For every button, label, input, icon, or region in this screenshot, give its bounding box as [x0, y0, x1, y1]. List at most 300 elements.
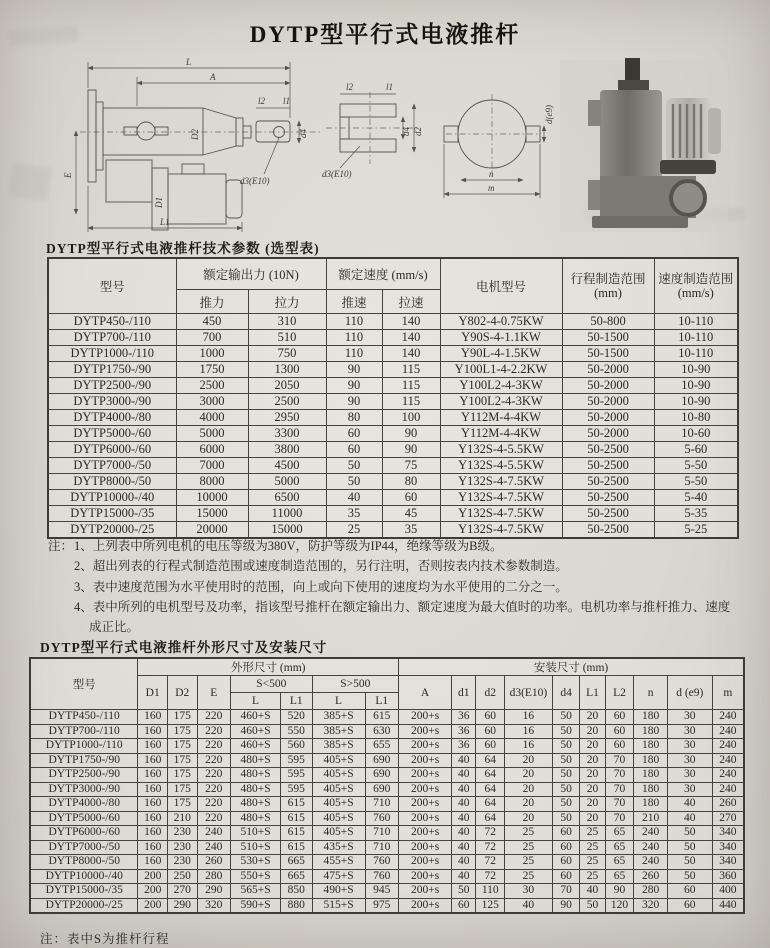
table-cell: 240: [712, 710, 744, 725]
table-cell: 2050: [248, 378, 326, 394]
table-cell: 60: [452, 898, 476, 913]
table-row: [48, 410, 738, 426]
table-cell: 360: [712, 869, 744, 884]
table-cell: 8000: [176, 474, 248, 490]
table-cell: 2500: [248, 394, 326, 410]
table-cell: 180: [634, 739, 668, 754]
table-cell: 35: [382, 522, 440, 539]
table-cell: 50-2000: [562, 410, 654, 426]
table-cell: 40: [452, 826, 476, 841]
table-cell: 50: [552, 768, 579, 783]
table-row: [48, 314, 738, 330]
table-cell: 90: [382, 442, 440, 458]
table-cell: 60: [326, 442, 382, 458]
table-cell: 180: [634, 753, 668, 768]
table-cell: 90: [605, 884, 634, 899]
table-cell: 550+S: [231, 869, 281, 884]
table-cell: 80: [382, 474, 440, 490]
table-cell: 5-60: [654, 442, 738, 458]
table-cell: 40: [504, 898, 552, 913]
table-cell: DYTP3000-/90: [30, 782, 138, 797]
table-cell: 230: [167, 826, 197, 841]
table-cell: 710: [365, 826, 399, 841]
table-cell: 110: [326, 330, 382, 346]
dim-label-l2: l2: [258, 96, 266, 106]
table-cell: 400: [712, 884, 744, 899]
table-cell: DYTP5000-/60: [30, 811, 138, 826]
table-cell: 385+S: [312, 710, 365, 725]
table-cell: 240: [712, 768, 744, 783]
table-cell: 40: [452, 811, 476, 826]
table-cell: 310: [248, 314, 326, 330]
table-cell: 20: [580, 768, 605, 783]
table-cell: 595: [280, 753, 312, 768]
table-cell: 16: [504, 739, 552, 754]
table-cell: 175: [167, 739, 197, 754]
spec-col-pull-speed: 拉速: [382, 290, 440, 314]
dim-label-A: A: [210, 72, 216, 82]
table-cell: DYTP8000-/50: [48, 474, 176, 490]
table-cell: 320: [197, 898, 231, 913]
table-cell: 3000: [176, 394, 248, 410]
table-cell: 140: [382, 330, 440, 346]
spec-col-push-force: 推力: [176, 290, 248, 314]
table-cell: 180: [634, 782, 668, 797]
table-row: [30, 768, 744, 783]
table-cell: 750: [248, 346, 326, 362]
table-cell: 290: [197, 884, 231, 899]
table-cell: 20: [580, 797, 605, 812]
table-row: [30, 855, 744, 870]
table-cell: 220: [197, 724, 231, 739]
table-cell: 110: [326, 346, 382, 362]
table-cell: 405+S: [312, 826, 365, 841]
dim-col-L-lt: L: [231, 693, 281, 710]
table-cell: 1000: [176, 346, 248, 362]
table-cell: Y90S-4-1.1KW: [440, 330, 562, 346]
spec-col-rated-speed: 额定速度 (mm/s): [326, 258, 440, 290]
table-cell: 7000: [176, 458, 248, 474]
table-cell: 15000: [248, 522, 326, 539]
table-cell: 710: [365, 840, 399, 855]
table-cell: 175: [167, 753, 197, 768]
table-cell: DYTP7000-/50: [30, 840, 138, 855]
table-cell: 115: [382, 378, 440, 394]
table-row: [30, 811, 744, 826]
table-cell: 50-2500: [562, 474, 654, 490]
dim-col-d4: d4: [552, 676, 579, 710]
table-cell: 200+s: [399, 869, 452, 884]
note-item: 2、超出列表的行程式制造范围或速度制造范围的，另行注明，否则按表内技术参数制造。: [74, 559, 568, 574]
table-cell: 20: [580, 710, 605, 725]
table-cell: 20: [580, 753, 605, 768]
table-cell: DYTP3000-/90: [48, 394, 176, 410]
table-row: [48, 362, 738, 378]
table-row: [30, 753, 744, 768]
table-cell: 90: [326, 362, 382, 378]
table-row: [30, 797, 744, 812]
table-cell: 200: [138, 898, 168, 913]
table-cell: 16: [504, 724, 552, 739]
table-cell: 50: [667, 869, 712, 884]
table-cell: 175: [167, 782, 197, 797]
table-cell: 110: [476, 884, 505, 899]
table-row: [48, 394, 738, 410]
table-cell: 530+S: [231, 855, 281, 870]
table-cell: Y90L-4-1.5KW: [440, 346, 562, 362]
table-cell: 475+S: [312, 869, 365, 884]
table-cell: 5-35: [654, 506, 738, 522]
table-cell: 50-2500: [562, 458, 654, 474]
table-cell: 40: [452, 753, 476, 768]
table-cell: 90: [552, 898, 579, 913]
spec-table: [47, 257, 739, 539]
dim-col-d-e9: d (e9): [667, 676, 712, 710]
table-row: [30, 710, 744, 725]
table-cell: 50: [452, 884, 476, 899]
dim-col-s-lt-500: S<500: [231, 676, 312, 693]
table-cell: 480+S: [231, 753, 281, 768]
table-cell: 945: [365, 884, 399, 899]
table-cell: 45: [382, 506, 440, 522]
table-cell: 60: [552, 869, 579, 884]
table-cell: 270: [167, 884, 197, 899]
table-row: [30, 898, 744, 913]
table-cell: DYTP5000-/60: [48, 426, 176, 442]
table-cell: 20: [580, 782, 605, 797]
dim-label-L: L: [186, 57, 192, 67]
table-cell: Y132S-4-7.5KW: [440, 506, 562, 522]
spec-col-push-speed: 推速: [326, 290, 382, 314]
table-cell: 90: [326, 394, 382, 410]
table-cell: 25: [504, 826, 552, 841]
table-cell: 160: [138, 826, 168, 841]
table-cell: 200+s: [399, 855, 452, 870]
table-cell: 60: [552, 855, 579, 870]
table-cell: 160: [138, 782, 168, 797]
table-cell: 60: [476, 724, 505, 739]
table-cell: 25: [326, 522, 382, 539]
dimensions-table: [29, 657, 745, 914]
table-cell: 10000: [176, 490, 248, 506]
table-cell: 20: [504, 782, 552, 797]
table-cell: 115: [382, 362, 440, 378]
table-cell: 50: [667, 855, 712, 870]
table-cell: 64: [476, 811, 505, 826]
table-cell: DYTP20000-/25: [30, 898, 138, 913]
table-cell: 6500: [248, 490, 326, 506]
table-cell: 60: [605, 710, 634, 725]
dim-label-d3b: d3(E10): [322, 169, 352, 179]
table-cell: 160: [138, 710, 168, 725]
table-cell: Y100L2-4-3KW: [440, 378, 562, 394]
table-cell: 20: [580, 739, 605, 754]
table-cell: 550: [280, 724, 312, 739]
table-cell: 72: [476, 855, 505, 870]
table-cell: 25: [580, 840, 605, 855]
table-cell: 590+S: [231, 898, 281, 913]
table-cell: 520: [280, 710, 312, 725]
table-cell: 240: [197, 826, 231, 841]
table-cell: 16: [504, 710, 552, 725]
table-cell: 10-80: [654, 410, 738, 426]
header-text: 速度制造范围: [658, 271, 734, 286]
table-cell: 405+S: [312, 782, 365, 797]
table-cell: 290: [167, 898, 197, 913]
spec-col-speed-range: [654, 258, 738, 314]
table-cell: 160: [138, 739, 168, 754]
table-cell: 200+s: [399, 710, 452, 725]
table-cell: 30: [667, 724, 712, 739]
table-cell: 30: [504, 884, 552, 899]
table-cell: 260: [712, 797, 744, 812]
table-cell: 60: [552, 826, 579, 841]
table-cell: 280: [634, 884, 668, 899]
table-cell: 450: [176, 314, 248, 330]
dim-col-L1: L1: [580, 676, 605, 710]
table-cell: DYTP1000-/110: [48, 346, 176, 362]
dim-label-d4b: d4: [401, 127, 411, 136]
table-cell: 240: [712, 753, 744, 768]
table-cell: 405+S: [312, 753, 365, 768]
table-cell: 50: [326, 458, 382, 474]
table-cell: 440: [712, 898, 744, 913]
table-cell: 50: [552, 739, 579, 754]
table-cell: 50: [552, 811, 579, 826]
table-cell: 70: [605, 811, 634, 826]
table-cell: 160: [138, 753, 168, 768]
table-cell: 2950: [248, 410, 326, 426]
table-cell: 50-1500: [562, 330, 654, 346]
table-cell: 220: [197, 811, 231, 826]
note-item: 4、表中所列的电机型号及功率，指该型号推杆在额定输出力、额定速度为最大值时的功率。电机功率与推杆推力、速度成正比。: [74, 599, 731, 634]
table-cell: 70: [552, 884, 579, 899]
spec-col-rated-force: 额定输出力 (10N): [176, 258, 326, 290]
dim-label-l1b: l1: [386, 82, 394, 92]
notes-block: [48, 536, 738, 637]
table-cell: 50: [552, 710, 579, 725]
table-cell: 180: [634, 797, 668, 812]
table-cell: 3800: [248, 442, 326, 458]
table-cell: Y132S-4-5.5KW: [440, 442, 562, 458]
table-cell: 110: [326, 314, 382, 330]
table-cell: DYTP6000-/60: [30, 826, 138, 841]
dim-label-n: n: [489, 169, 494, 179]
table-cell: 64: [476, 768, 505, 783]
table-row: [48, 330, 738, 346]
table-cell: 11000: [248, 506, 326, 522]
table-cell: 4000: [176, 410, 248, 426]
table-cell: 480+S: [231, 768, 281, 783]
table-row: [48, 458, 738, 474]
table-cell: 510+S: [231, 826, 281, 841]
table-cell: 240: [712, 739, 744, 754]
table-cell: 270: [712, 811, 744, 826]
table-cell: DYTP2500-/90: [48, 378, 176, 394]
table-cell: 50-2000: [562, 394, 654, 410]
dim-col-L1-lt: L1: [280, 693, 312, 710]
table-cell: 405+S: [312, 768, 365, 783]
table-row: [48, 506, 738, 522]
table-cell: 40: [452, 869, 476, 884]
table-cell: 220: [197, 739, 231, 754]
dim-label-d2b: d2: [413, 127, 423, 136]
table-cell: 405+S: [312, 797, 365, 812]
table-cell: DYTP1750-/90: [48, 362, 176, 378]
table-cell: DYTP6000-/60: [48, 442, 176, 458]
table-cell: 710: [365, 797, 399, 812]
table-cell: DYTP450-/110: [30, 710, 138, 725]
table-cell: 240: [712, 782, 744, 797]
table-cell: DYTP700-/110: [48, 330, 176, 346]
table-cell: Y132S-4-5.5KW: [440, 458, 562, 474]
dim-label-l1: l1: [283, 96, 291, 106]
table-cell: DYTP4000-/80: [48, 410, 176, 426]
table-cell: 90: [326, 378, 382, 394]
table-cell: 60: [605, 724, 634, 739]
notes-label: 注：: [48, 539, 74, 553]
table-cell: 25: [580, 826, 605, 841]
table-cell: 240: [634, 840, 668, 855]
table-cell: 5-40: [654, 490, 738, 506]
table-row: [48, 474, 738, 490]
table-cell: 160: [138, 855, 168, 870]
table-cell: 65: [605, 869, 634, 884]
table-cell: 320: [634, 898, 668, 913]
table-cell: 200+s: [399, 768, 452, 783]
table-cell: 880: [280, 898, 312, 913]
table-cell: 65: [605, 840, 634, 855]
table-cell: 385+S: [312, 724, 365, 739]
table-cell: 160: [138, 840, 168, 855]
table-cell: 565+S: [231, 884, 281, 899]
note-item: 1、上列表中所列电机的电压等级为380V，防护等级为IP44，绝缘等级为B级。: [74, 539, 503, 553]
table-cell: 36: [452, 739, 476, 754]
dim-col-n: n: [634, 676, 668, 710]
table-cell: 615: [280, 797, 312, 812]
spec-col-motor-model: 电机型号: [440, 258, 562, 314]
table-cell: 160: [138, 797, 168, 812]
table-cell: 75: [382, 458, 440, 474]
table-cell: 340: [712, 826, 744, 841]
table-row: [48, 378, 738, 394]
table-cell: 70: [605, 782, 634, 797]
table-cell: DYTP4000-/80: [30, 797, 138, 812]
table-cell: 60: [605, 739, 634, 754]
table-cell: 460+S: [231, 710, 281, 725]
table-cell: Y100L1-4-2.2KW: [440, 362, 562, 378]
table-cell: 200: [138, 869, 168, 884]
table-cell: 240: [197, 840, 231, 855]
dim-label-D2: D2: [190, 129, 200, 140]
table-cell: 50: [667, 840, 712, 855]
header-unit: (mm/s): [677, 286, 714, 300]
table-cell: 64: [476, 753, 505, 768]
table-cell: 50-2500: [562, 442, 654, 458]
table-cell: 70: [605, 797, 634, 812]
table-cell: Y112M-4-4KW: [440, 410, 562, 426]
table-cell: 140: [382, 314, 440, 330]
table-cell: 40: [452, 768, 476, 783]
spec-table-heading: DYTP型平行式电液推杆技术参数 (选型表): [46, 241, 320, 256]
table-cell: 385+S: [312, 739, 365, 754]
table-cell: 30: [667, 768, 712, 783]
table-cell: 80: [326, 410, 382, 426]
table-row: [30, 724, 744, 739]
table-cell: 615: [280, 826, 312, 841]
dim-group-install: 安装尺寸 (mm): [399, 658, 744, 676]
table-cell: 50: [552, 724, 579, 739]
table-cell: 64: [476, 797, 505, 812]
table-cell: 6000: [176, 442, 248, 458]
dim-col-A: A: [399, 676, 452, 710]
table-cell: 210: [634, 811, 668, 826]
table-cell: 50: [326, 474, 382, 490]
table-cell: 50: [580, 898, 605, 913]
table-cell: 340: [712, 840, 744, 855]
table-cell: 260: [197, 855, 231, 870]
table-cell: 665: [280, 869, 312, 884]
table-cell: 65: [605, 855, 634, 870]
table-cell: 60: [326, 426, 382, 442]
table-cell: 435+S: [312, 840, 365, 855]
dim-group-outline: 外形尺寸 (mm): [138, 658, 399, 676]
table-cell: 50: [552, 753, 579, 768]
table-cell: 240: [712, 724, 744, 739]
table-cell: 20: [504, 811, 552, 826]
footer-note: 注：表中S为推杆行程: [40, 932, 170, 946]
table-cell: 250: [167, 869, 197, 884]
header-unit: (mm): [594, 286, 622, 300]
table-cell: DYTP1750-/90: [30, 753, 138, 768]
table-cell: 50: [667, 826, 712, 841]
table-cell: 630: [365, 724, 399, 739]
section-view-drawing: [322, 82, 423, 179]
table-cell: 4500: [248, 458, 326, 474]
table-cell: 515+S: [312, 898, 365, 913]
table-cell: 72: [476, 869, 505, 884]
table-cell: 260: [634, 869, 668, 884]
table-cell: 230: [167, 855, 197, 870]
table-cell: 200+s: [399, 884, 452, 899]
dim-label-l2b: l2: [346, 82, 354, 92]
table-cell: 125: [476, 898, 505, 913]
dim-label-L1: L1: [160, 217, 170, 227]
table-cell: 20: [504, 797, 552, 812]
table-row: [30, 739, 744, 754]
table-cell: 40: [667, 811, 712, 826]
table-cell: 25: [504, 855, 552, 870]
table-cell: DYTP10000-/40: [30, 869, 138, 884]
table-cell: 220: [197, 768, 231, 783]
table-row: [30, 826, 744, 841]
table-cell: 220: [197, 797, 231, 812]
table-cell: 40: [580, 884, 605, 899]
table-cell: 10-90: [654, 362, 738, 378]
technical-drawing: [40, 56, 730, 236]
table-cell: 1300: [248, 362, 326, 378]
table-cell: 20: [504, 753, 552, 768]
table-row: [48, 426, 738, 442]
table-cell: 615: [365, 710, 399, 725]
dim-table-heading: DYTP型平行式电液推杆外形尺寸及安装尺寸: [40, 640, 328, 655]
table-cell: DYTP15000-/35: [30, 884, 138, 899]
table-cell: 595: [280, 768, 312, 783]
table-cell: 72: [476, 826, 505, 841]
table-cell: 200+s: [399, 826, 452, 841]
dim-label-m: m: [488, 183, 495, 193]
dim-label-E: E: [63, 172, 73, 178]
